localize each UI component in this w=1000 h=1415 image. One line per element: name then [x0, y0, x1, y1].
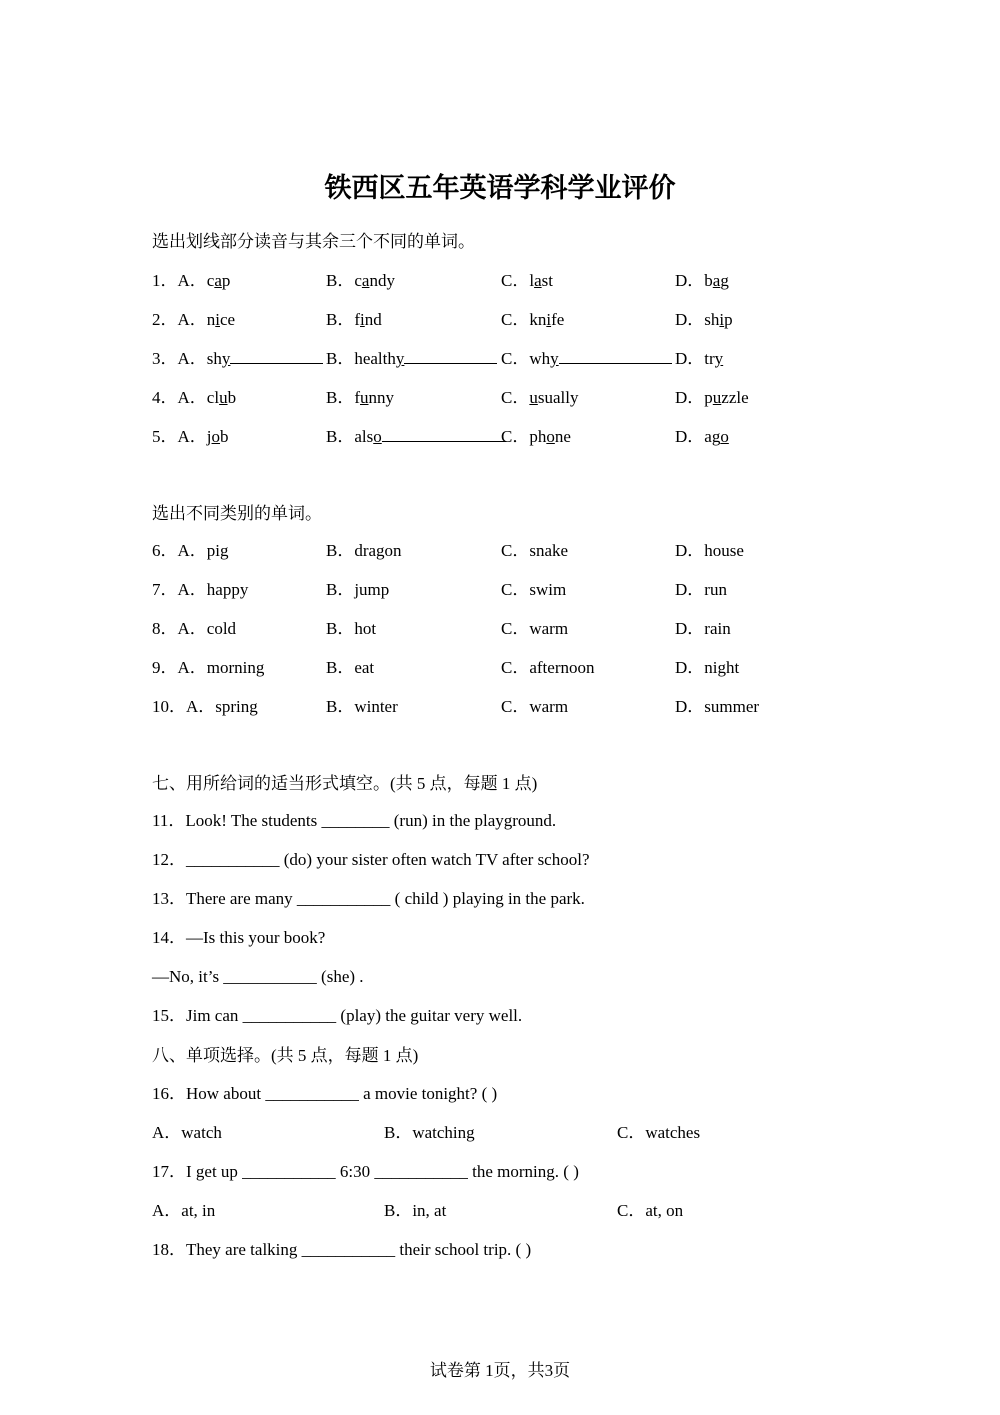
option-b: [326, 695, 398, 719]
question-number: 7．: [152, 580, 178, 599]
option-letter: D．: [675, 427, 705, 446]
underlined-letter: a: [361, 271, 370, 290]
option-letter: D．: [675, 271, 705, 290]
option-text: C．warm: [501, 619, 569, 638]
option-letter: B．: [326, 271, 355, 290]
option-b: [326, 386, 394, 410]
underlined-letter: y: [395, 349, 405, 368]
option-text: C．swim: [501, 580, 567, 599]
word-suffix: sually: [537, 388, 579, 407]
option-letter: A．: [177, 349, 207, 368]
option-text: B．eat: [326, 658, 375, 677]
word-suffix: ce: [220, 310, 236, 329]
underlined-letter: a: [534, 271, 542, 290]
question-11: 11．Look! The students ________ (run) in the playground.: [152, 811, 557, 830]
option-text: C．snake: [501, 541, 569, 560]
section-4-heading: 八、单项选择。(共 5 点，每题 1 点): [152, 1046, 419, 1065]
option-d: [675, 386, 749, 410]
option-b: B．in, at: [384, 1201, 447, 1220]
option-c: [501, 347, 672, 371]
option-text: B．hot: [326, 619, 377, 638]
option-d: [675, 656, 739, 680]
word-prefix: ph: [529, 427, 547, 446]
option-b: [326, 425, 506, 449]
question-12: 12．___________ (do) your sister often watch TV after school?: [152, 850, 590, 869]
page-footer: 试卷第 1页，共3页: [429, 1361, 571, 1380]
word-suffix: zzle: [721, 388, 749, 407]
option-b: [326, 656, 374, 680]
question-number: 3．: [152, 349, 178, 368]
word-prefix: health: [354, 349, 396, 368]
word-prefix: l: [529, 271, 535, 290]
question-number: 6．: [152, 541, 178, 560]
option-text: C．warm: [501, 697, 569, 716]
question-number: 10．: [152, 697, 186, 716]
option-c: [501, 578, 566, 602]
word-suffix: st: [541, 271, 553, 290]
word-suffix: ne: [554, 427, 571, 446]
option-a: [152, 425, 229, 449]
option-text: D．summer: [675, 697, 760, 716]
word-prefix: p: [704, 388, 713, 407]
underlined-letter: o: [720, 427, 729, 446]
option-d: [675, 578, 727, 602]
underlined-letter: y: [221, 349, 231, 368]
page-title: 铁西区五年英语学科学业评价: [324, 173, 676, 204]
word-suffix: fe: [551, 310, 565, 329]
option-b: [326, 269, 395, 293]
option-d: [675, 347, 723, 371]
option-c: [501, 539, 568, 563]
option-a: A．watch: [152, 1123, 222, 1142]
underlined-letter: i: [546, 310, 552, 329]
option-c: [501, 269, 553, 293]
option-d: [675, 308, 733, 332]
question-13: 13．There are many ___________ ( child ) playing in the park.: [152, 889, 585, 908]
option-a: [152, 695, 258, 719]
option-letter: B．: [326, 427, 355, 446]
option-b: [326, 347, 497, 371]
option-letter: D．: [675, 310, 705, 329]
underlined-letter: i: [360, 310, 365, 329]
underlined-letter: u: [219, 388, 228, 407]
word-prefix: sh: [206, 349, 222, 368]
option-c: [501, 617, 568, 641]
section-1-heading: 选出划线部分读音与其余三个不同的单词。: [152, 232, 475, 251]
word-suffix: p: [724, 310, 733, 329]
option-letter: A．: [177, 388, 207, 407]
word-suffix: b: [220, 427, 229, 446]
word-suffix: ndy: [369, 271, 395, 290]
option-a: [152, 539, 229, 563]
option-text: D．rain: [675, 619, 731, 638]
option-text: B．jump: [326, 580, 390, 599]
option-d: [675, 269, 729, 293]
blank-line: [404, 348, 497, 364]
word-suffix: nd: [364, 310, 382, 329]
underlined-letter: i: [719, 310, 725, 329]
word-prefix: n: [206, 310, 216, 329]
blank-line: [559, 348, 672, 364]
option-c: C．watches: [617, 1123, 701, 1142]
option-a: [152, 269, 230, 293]
question-number: 8．: [152, 619, 178, 638]
option-text: D．run: [675, 580, 727, 599]
word-prefix: sh: [704, 310, 720, 329]
underlined-letter: u: [360, 388, 369, 407]
option-c: [501, 656, 594, 680]
word-prefix: wh: [529, 349, 551, 368]
option-letter: C．: [501, 271, 530, 290]
word-suffix: b: [227, 388, 237, 407]
underlined-letter: o: [373, 427, 382, 446]
option-a: [152, 617, 236, 641]
question-14-answer-line: —No, it’s ___________ (she) .: [152, 967, 364, 986]
underlined-letter: o: [546, 427, 555, 446]
option-a: [152, 386, 236, 410]
blank-line: [382, 426, 506, 442]
option-text: D．house: [675, 541, 744, 560]
underlined-letter: u: [529, 388, 538, 407]
question-number: 2．: [152, 310, 178, 329]
option-b: [326, 617, 376, 641]
option-c: [501, 308, 564, 332]
option-text: A．cold: [177, 619, 237, 638]
option-letter: C．: [501, 388, 530, 407]
word-prefix: f: [354, 388, 361, 407]
option-a: [152, 578, 248, 602]
option-letter: B．: [326, 388, 355, 407]
underlined-letter: a: [214, 271, 222, 290]
option-d: [675, 425, 729, 449]
option-letter: C．: [501, 310, 530, 329]
option-letter: B．: [326, 349, 355, 368]
option-text: B．dragon: [326, 541, 402, 560]
word-prefix: tr: [704, 349, 715, 368]
question-number: 9．: [152, 658, 178, 677]
option-d: [675, 617, 731, 641]
option-b: B．watching: [384, 1123, 475, 1142]
word-prefix: f: [354, 310, 361, 329]
option-d: [675, 695, 759, 719]
question-16: 16．How about ___________ a movie tonight? ( ): [152, 1084, 498, 1103]
option-letter: C．: [501, 349, 530, 368]
option-b: [326, 578, 389, 602]
option-c: C．at, on: [617, 1201, 684, 1220]
question-number: 4．: [152, 388, 178, 407]
blank-line: [230, 348, 323, 364]
word-suffix: nny: [368, 388, 395, 407]
option-text: A．morning: [177, 658, 265, 677]
word-prefix: cl: [206, 388, 220, 407]
option-a: A．at, in: [152, 1201, 216, 1220]
option-letter: B．: [326, 310, 355, 329]
option-d: [675, 539, 744, 563]
question-15: 15．Jim can ___________ (play) the guitar very well.: [152, 1006, 523, 1025]
question-17: 17．I get up ___________ 6:30 ___________ the morning. ( ): [152, 1162, 579, 1181]
option-a: [152, 308, 235, 332]
section-2-heading: 选出不同类别的单词。: [152, 504, 322, 523]
option-a: [152, 347, 323, 371]
underlined-letter: y: [714, 349, 724, 368]
option-letter: D．: [675, 388, 705, 407]
word-suffix: g: [720, 271, 729, 290]
option-c: [501, 425, 571, 449]
underlined-letter: o: [211, 427, 221, 446]
question-14: 14．—Is this your book?: [152, 928, 326, 947]
option-c: [501, 386, 578, 410]
option-b: [326, 539, 402, 563]
underlined-letter: a: [712, 271, 721, 290]
word-prefix: c: [206, 271, 215, 290]
section-3-heading: 七、用所给词的适当形式填空。(共 5 点，每题 1 点): [152, 774, 538, 793]
question-18: 18．They are talking ___________ their school trip. ( ): [152, 1240, 532, 1259]
option-text: A．spring: [186, 697, 258, 716]
option-b: [326, 308, 382, 332]
word-prefix: b: [704, 271, 713, 290]
option-letter: C．: [501, 427, 530, 446]
question-number: 1．: [152, 271, 178, 290]
word-prefix: als: [354, 427, 374, 446]
underlined-letter: u: [712, 388, 722, 407]
underlined-letter: y: [550, 349, 559, 368]
word-suffix: p: [221, 271, 231, 290]
option-text: A．happy: [177, 580, 249, 599]
option-letter: D．: [675, 349, 705, 368]
word-prefix: ag: [704, 427, 721, 446]
option-text: D．night: [675, 658, 740, 677]
option-c: [501, 695, 568, 719]
question-number: 5．: [152, 427, 178, 446]
option-a: [152, 656, 264, 680]
option-text: A．pig: [177, 541, 229, 560]
underlined-letter: i: [215, 310, 221, 329]
option-letter: A．: [177, 427, 207, 446]
option-text: C．afternoon: [501, 658, 595, 677]
word-prefix: j: [206, 427, 212, 446]
option-text: B．winter: [326, 697, 398, 716]
option-letter: A．: [177, 271, 207, 290]
word-prefix: c: [354, 271, 362, 290]
option-letter: A．: [177, 310, 207, 329]
word-prefix: kn: [529, 310, 547, 329]
